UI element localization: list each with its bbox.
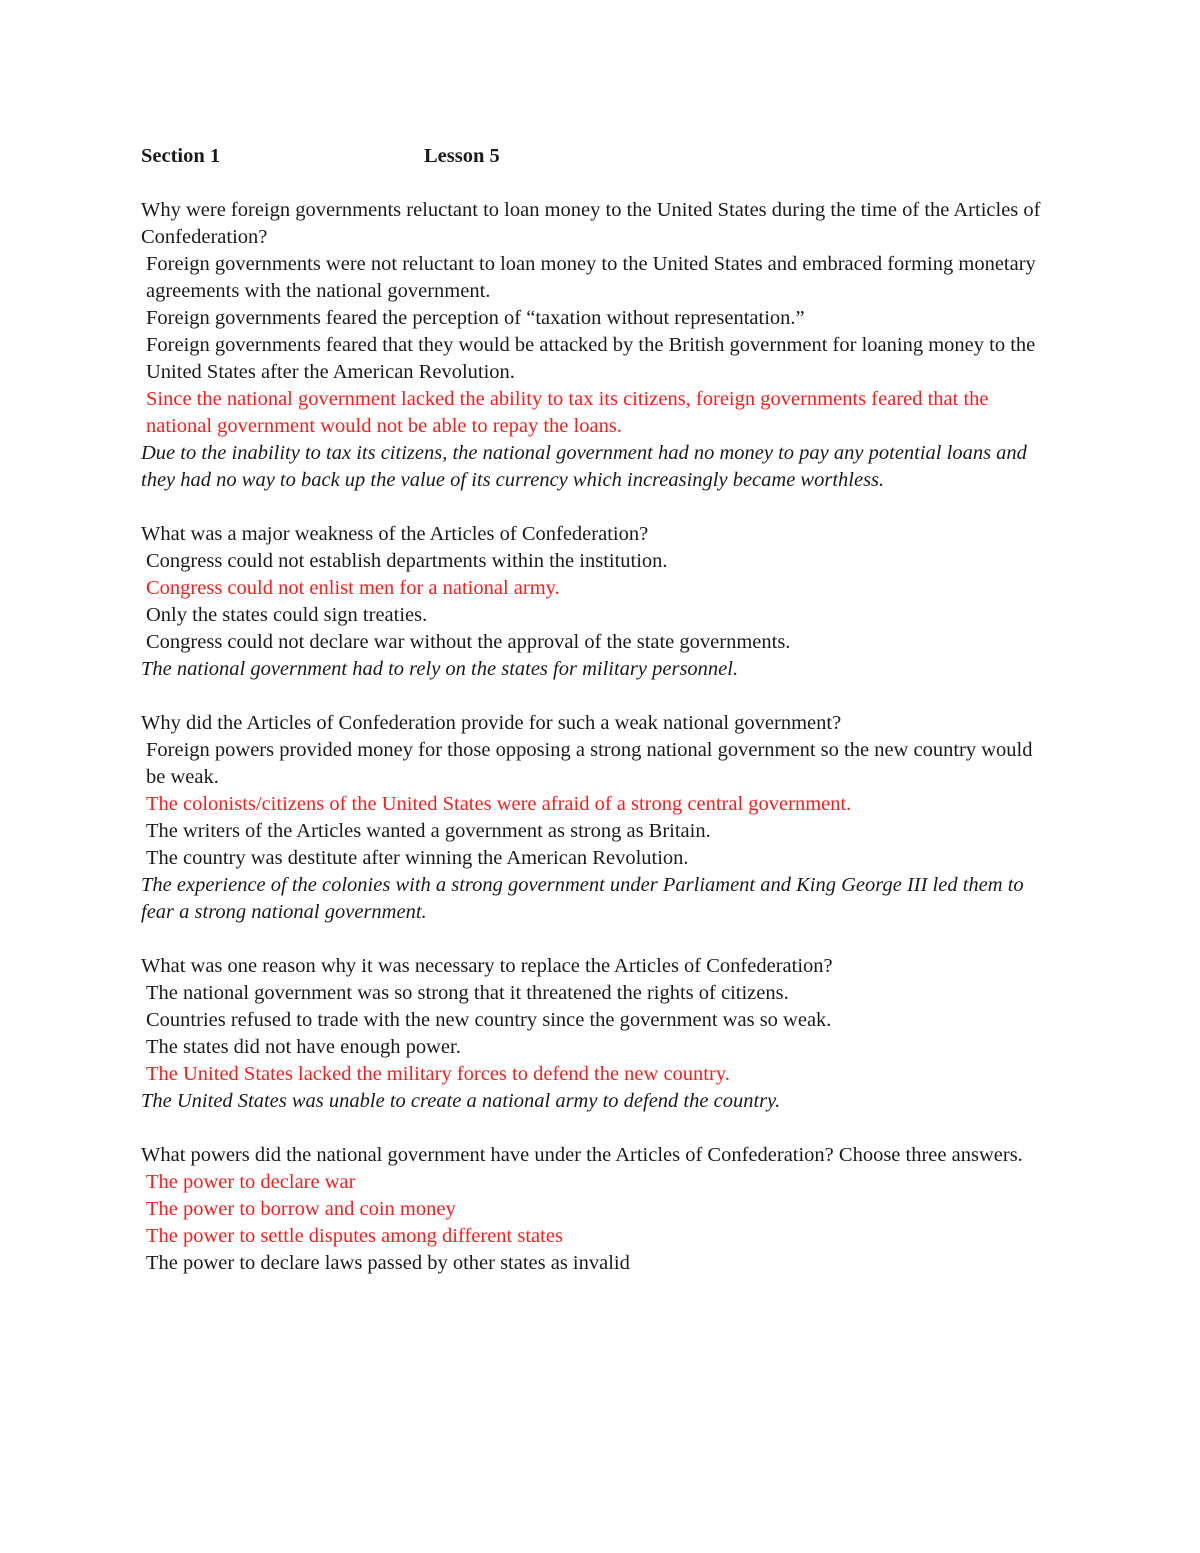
question-text: What powers did the national government have under the Articles of Confederation? Choose three answers. <box>141 1144 1023 1166</box>
question-text: What was a major weakness of the Articles of Confederation? <box>141 523 649 545</box>
question-block-1 <box>141 197 1053 494</box>
answer-option: The states did not have enough power. <box>146 1036 461 1058</box>
answer-option: The power to declare laws passed by other states as invalid <box>146 1252 630 1274</box>
question-block-3 <box>141 710 1053 926</box>
answer-option: Foreign governments feared that they would be attacked by the British government for loaning money to the United States after the American Revolution. <box>146 334 1036 383</box>
answer-option: The country was destitute after winning the American Revolution. <box>146 847 689 869</box>
answer-explanation: Due to the inability to tax its citizens, the national government had no money to pay any potential loans and they had no way to back up the value of its currency which increasingly became worthless. <box>141 442 1027 491</box>
document-header <box>141 140 1053 170</box>
answer-option: Foreign powers provided money for those opposing a strong national government so the new country would be weak. <box>146 739 1033 788</box>
answer-option: The writers of the Articles wanted a government as strong as Britain. <box>146 820 711 842</box>
correct-answer-option: The colonists/citizens of the United States were afraid of a strong central government. <box>146 793 852 815</box>
question-block-2 <box>141 521 1053 683</box>
answer-option: Congress could not declare war without the approval of the state governments. <box>146 631 791 653</box>
question-block-5 <box>141 1142 1053 1277</box>
answer-option: Countries refused to trade with the new country since the government was so weak. <box>146 1009 832 1031</box>
lesson-label: Lesson 5 <box>424 145 500 167</box>
question-block-4 <box>141 953 1053 1115</box>
section-label: Section 1 <box>141 145 221 167</box>
question-text: What was one reason why it was necessary to replace the Articles of Confederation? <box>141 955 833 977</box>
answer-option: The national government was so strong that it threatened the rights of citizens. <box>146 982 789 1004</box>
answer-explanation: The national government had to rely on the states for military personnel. <box>141 658 739 680</box>
answer-explanation: The experience of the colonies with a strong government under Parliament and King George III led them to fear a strong national government. <box>141 874 1024 923</box>
question-text: Why were foreign governments reluctant to loan money to the United States during the time of the Articles of Confederation? <box>141 199 1041 248</box>
question-text: Why did the Articles of Confederation provide for such a weak national government? <box>141 712 842 734</box>
correct-answer-option: The power to declare war <box>146 1171 356 1193</box>
answer-option: Congress could not establish departments within the institution. <box>146 550 668 572</box>
answer-option: Foreign governments were not reluctant to loan money to the United States and embraced forming monetary agreements with the national government. <box>146 253 1036 302</box>
correct-answer-option: The United States lacked the military forces to defend the new country. <box>146 1063 730 1085</box>
answer-explanation: The United States was unable to create a national army to defend the country. <box>141 1090 781 1112</box>
correct-answer-option: The power to borrow and coin money <box>146 1198 456 1220</box>
answer-option: Only the states could sign treaties. <box>146 604 428 626</box>
correct-answer-option: Since the national government lacked the ability to tax its citizens, foreign governments feared that the national government would not be able to repay the loans. <box>146 388 989 437</box>
correct-answer-option: Congress could not enlist men for a national army. <box>146 577 560 599</box>
correct-answer-option: The power to settle disputes among different states <box>146 1225 563 1247</box>
document-page <box>141 140 1053 1304</box>
answer-option: Foreign governments feared the perception of “taxation without representation.” <box>146 307 805 329</box>
